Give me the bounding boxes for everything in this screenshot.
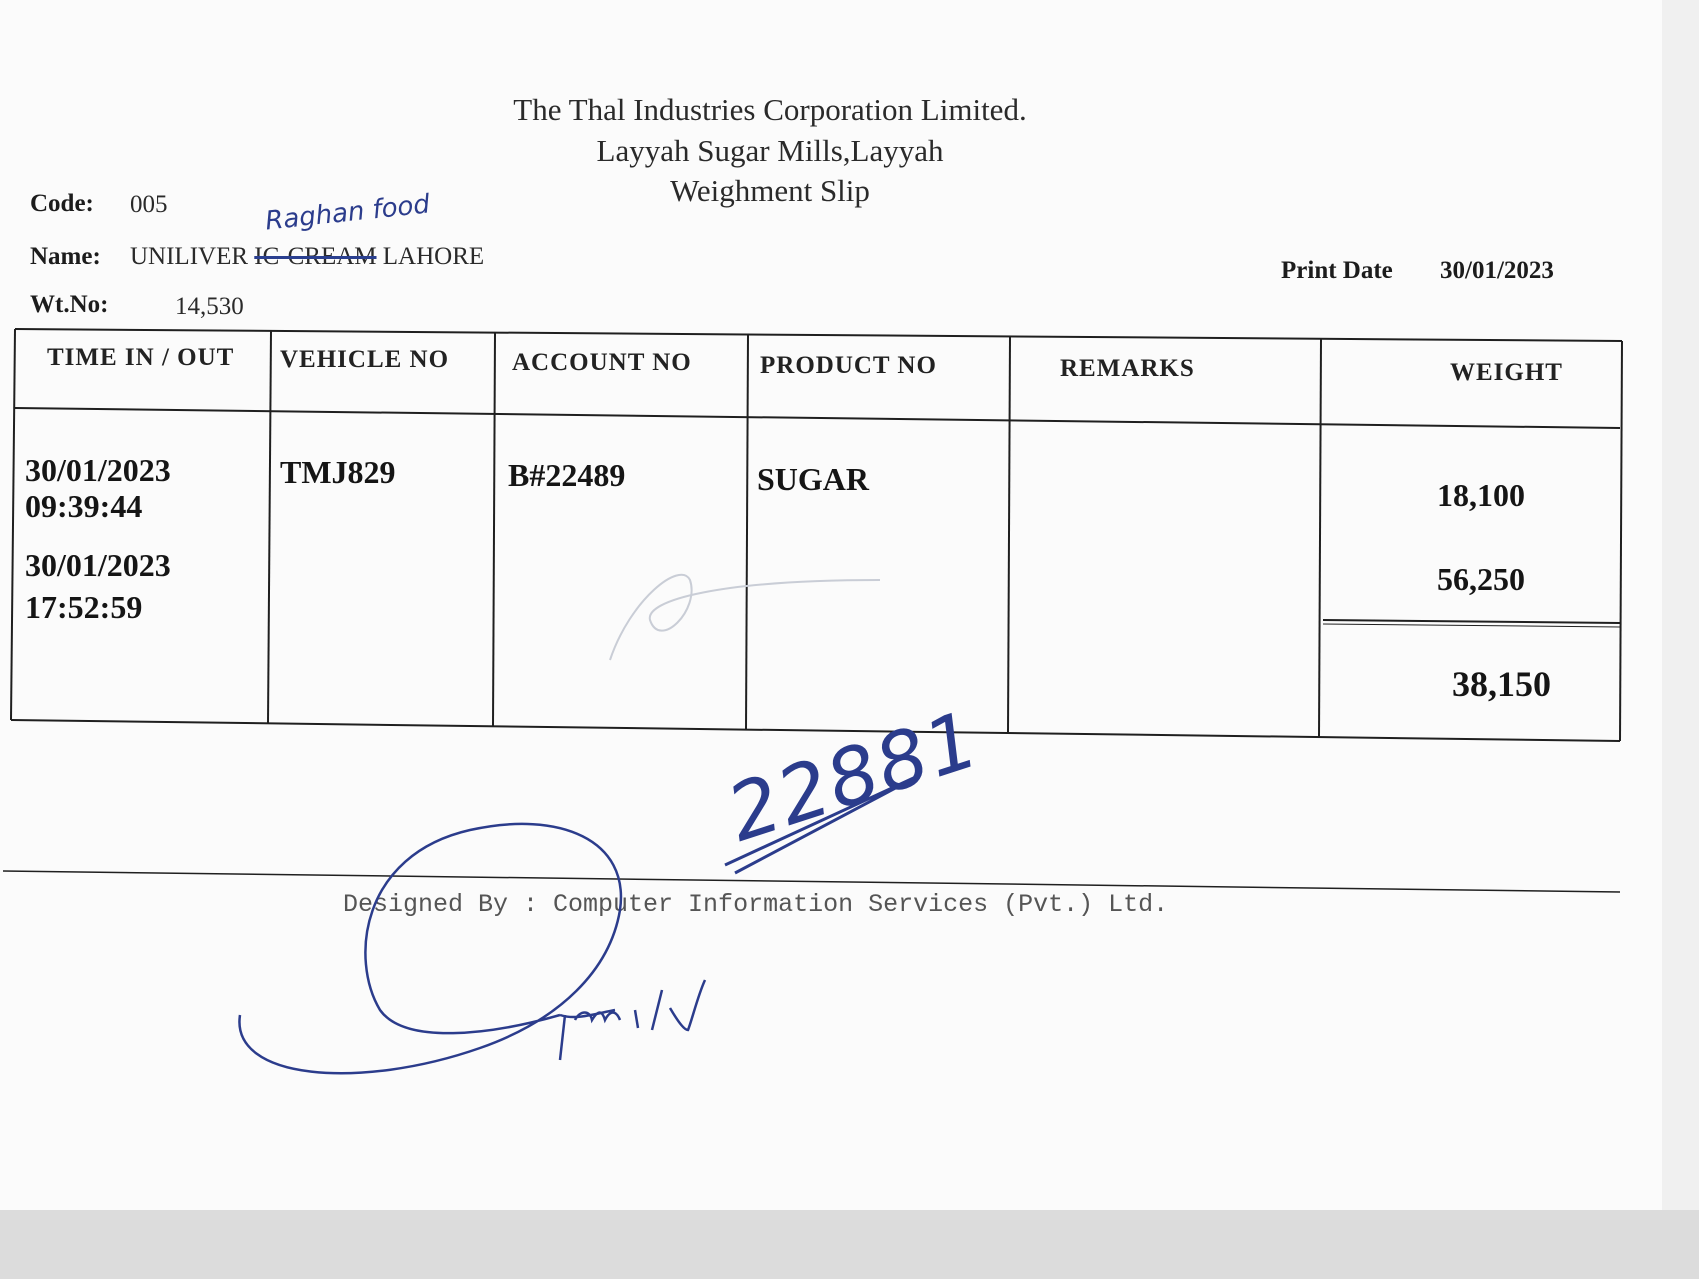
name-label: Name: <box>30 243 101 270</box>
code-label: Code: <box>30 190 94 217</box>
designed-by: Designed By : Computer Information Services (Pvt.) Ltd. <box>343 890 1169 919</box>
col-line-6 <box>1620 341 1622 741</box>
product-no: SUGAR <box>757 461 870 497</box>
col-line-1 <box>268 331 271 723</box>
header-product: PRODUCT NO <box>760 352 937 379</box>
wt-label: Wt.No: <box>30 291 109 318</box>
time-in-date: 30/01/2023 <box>25 452 171 488</box>
weight-net: 38,150 <box>1452 664 1551 704</box>
table-top-line <box>15 329 1622 341</box>
header-bottom-line <box>15 408 1620 428</box>
time-in-time: 09:39:44 <box>25 488 143 524</box>
col-line-4 <box>1008 337 1010 732</box>
handwritten-name-note: Raghan food <box>263 189 432 237</box>
col-line-2 <box>493 333 495 726</box>
account-no: B#22489 <box>508 457 626 493</box>
mill-name: Layyah Sugar Mills,Layyah <box>596 133 944 168</box>
weight-in: 18,100 <box>1437 477 1525 513</box>
header-remarks: REMARKS <box>1060 355 1195 382</box>
name-part-2: LAHORE <box>382 243 485 270</box>
header-account: ACCOUNT NO <box>512 349 692 376</box>
col-line-0 <box>11 329 15 720</box>
header-weight: WEIGHT <box>1450 359 1563 386</box>
col-line-5 <box>1319 339 1321 737</box>
handwritten-number: 22881 <box>717 694 991 860</box>
time-out-time: 17:52:59 <box>25 589 143 625</box>
print-date-value: 30/01/2023 <box>1440 257 1554 284</box>
table-bottom-line <box>11 720 1620 741</box>
faint-pencil-mark <box>600 540 920 680</box>
header-vehicle: VEHICLE NO <box>280 346 450 373</box>
net-weight-rule-2 <box>1323 624 1620 627</box>
document-title: Weighment Slip <box>670 173 870 208</box>
net-weight-rule-1 <box>1323 620 1620 623</box>
time-out-date: 30/01/2023 <box>25 547 171 583</box>
company-name: The Thal Industries Corporation Limited. <box>513 92 1027 127</box>
vehicle-no: TMJ829 <box>280 454 396 490</box>
signature <box>230 820 790 1090</box>
name-part-1: UNILIVER <box>130 243 249 270</box>
print-date-label: Print Date <box>1281 257 1393 284</box>
header-time: TIME IN / OUT <box>47 344 235 371</box>
weight-out: 56,250 <box>1437 561 1525 597</box>
wt-value: 14,530 <box>175 293 244 320</box>
code-value: 005 <box>130 191 168 218</box>
name-struck: IC-CREAM <box>254 243 377 270</box>
